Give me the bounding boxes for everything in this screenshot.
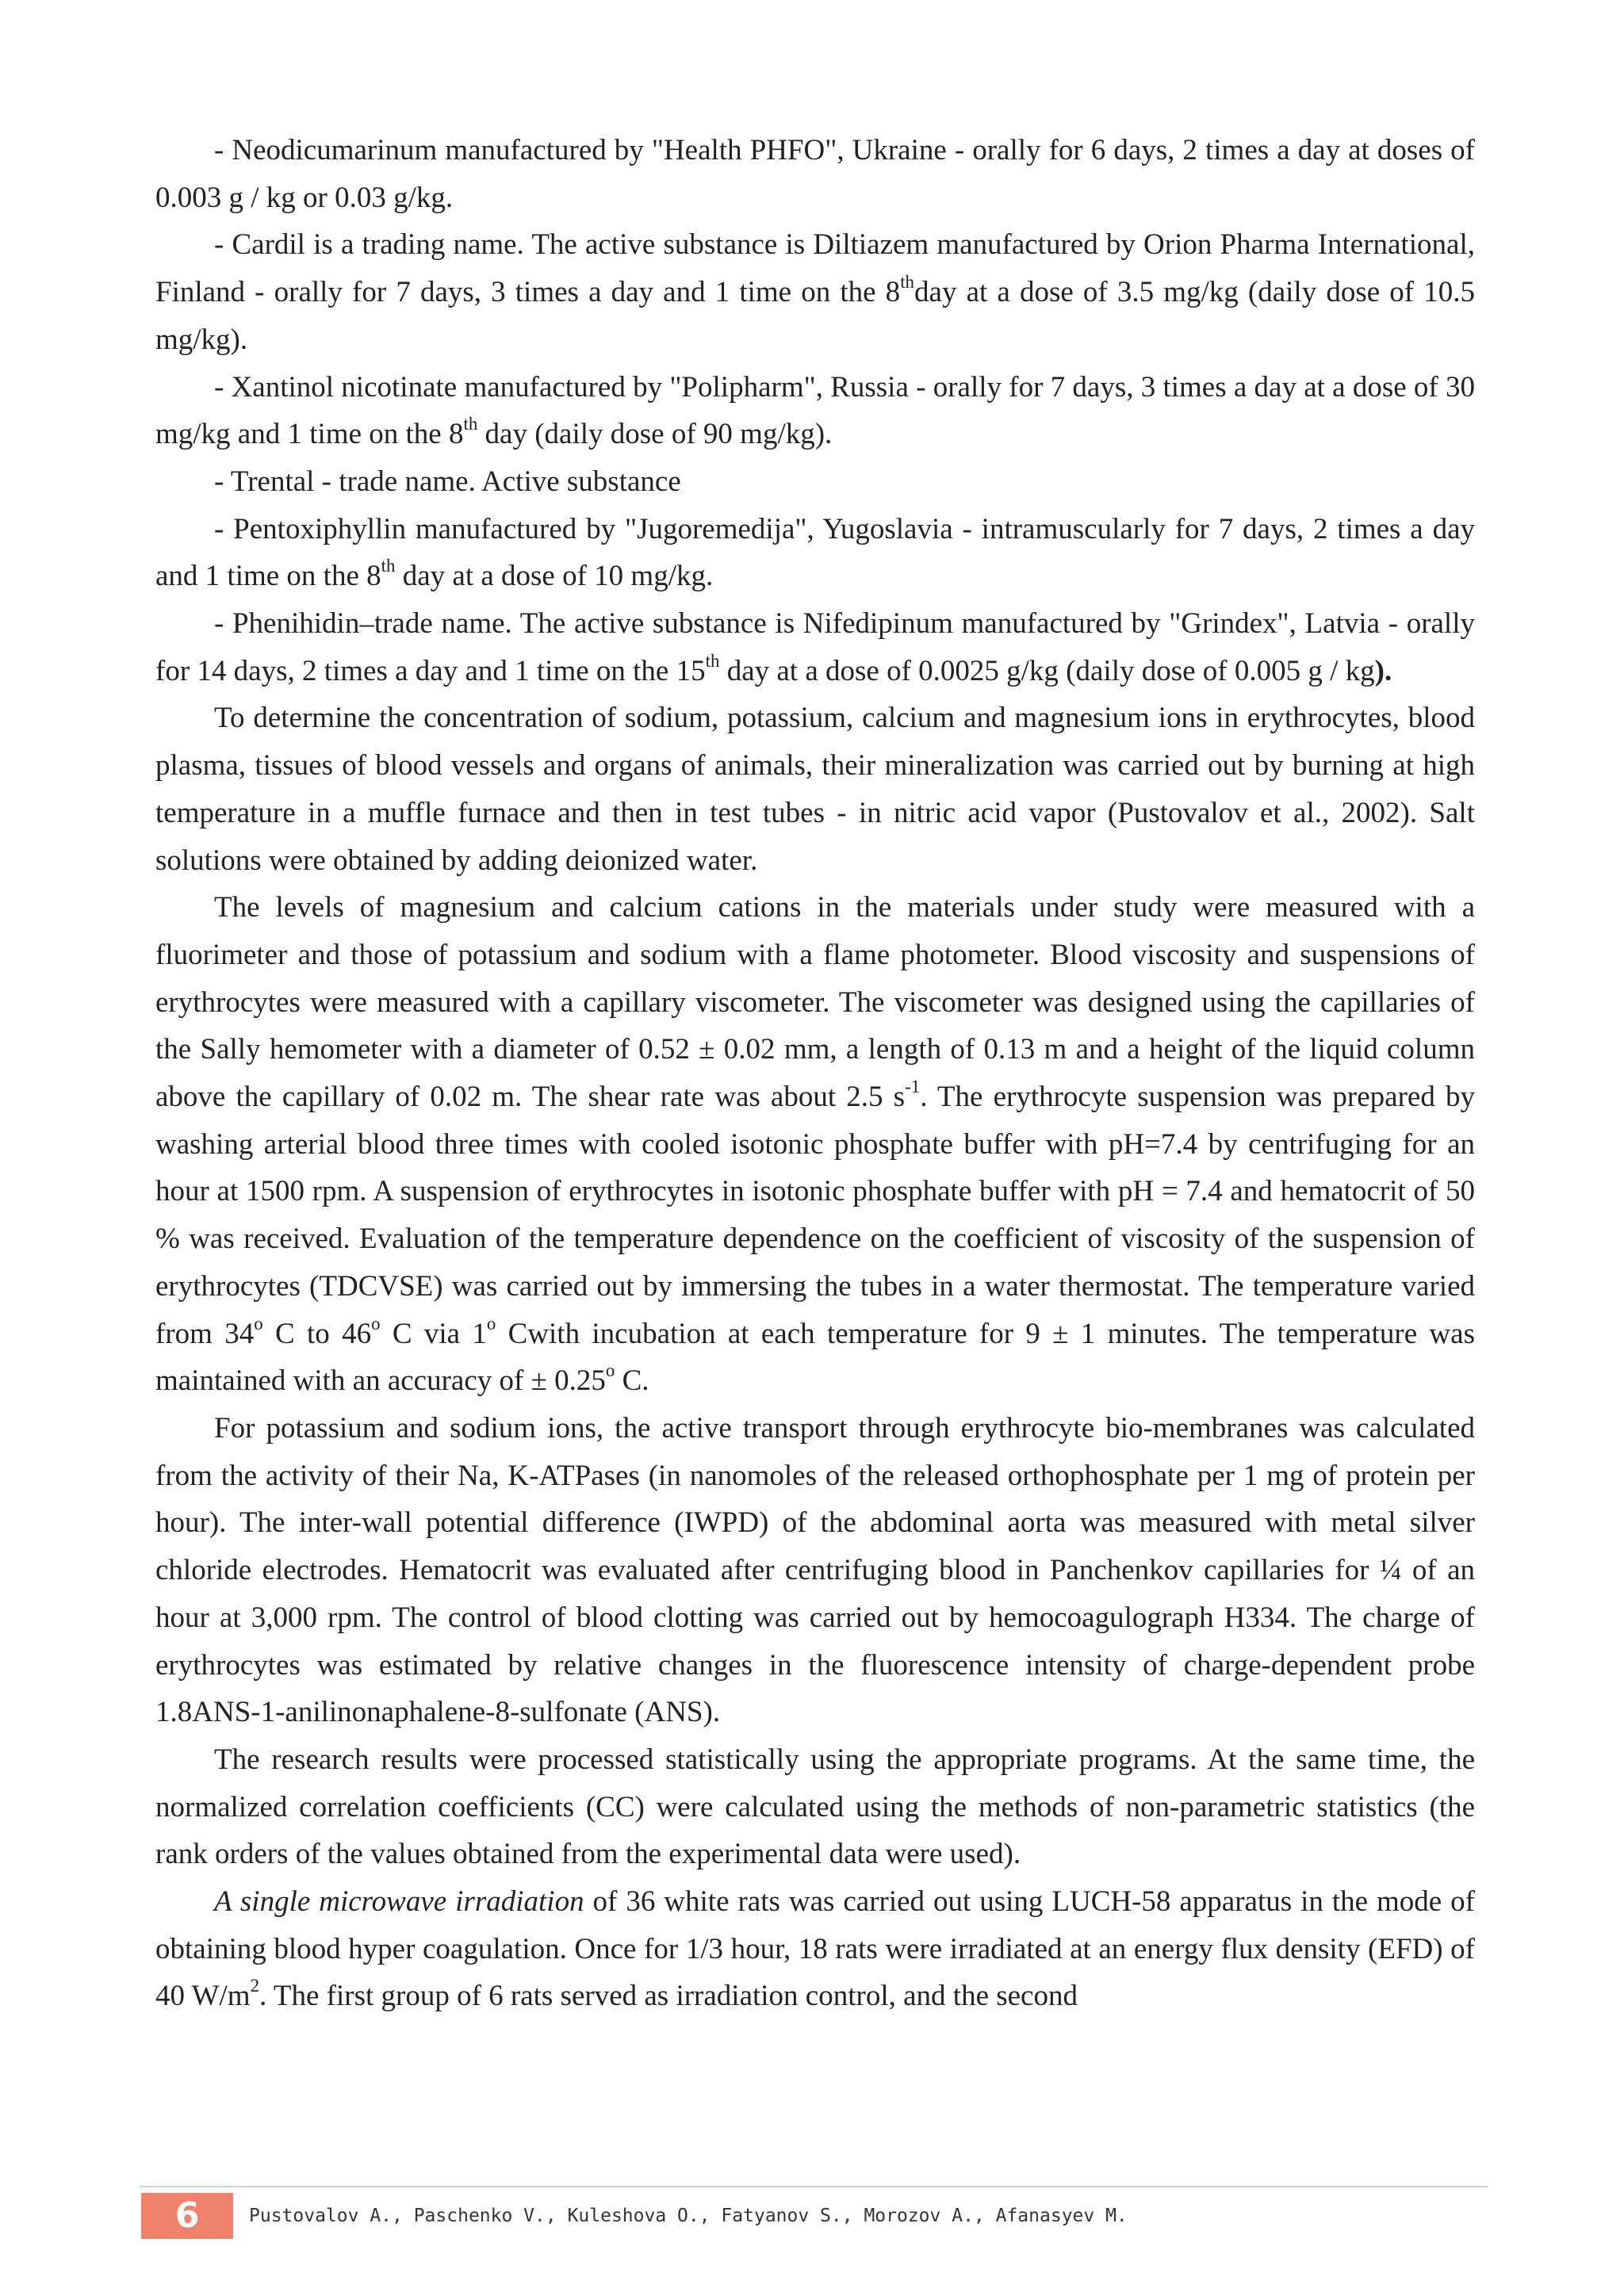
paragraph-statistics: The research results were processed statistically using the appropriate programs. At the same time, the normalized correlation coefficients (CC) were calculated using the methods of non-parametric statistics (the rank orders of the values obtained from the experimental data were used). <box>155 1743 1475 1871</box>
paragraph-cardil: - Cardil is a trading name. The active substance is Diltiazem manufactured by Orion Pharma International, Finland - orally for 7 days, 3 times a day and 1 time on the 8thday at a dose of 3.5 mg/kg (daily dose of 10.5 mg/kg). <box>155 228 1475 356</box>
superscript: o <box>486 1313 496 1334</box>
superscript: o <box>254 1313 263 1334</box>
superscript: -1 <box>905 1076 921 1096</box>
superscript: th <box>463 414 478 434</box>
superscript: o <box>371 1313 381 1334</box>
paragraph-viscometry-methods: The levels of magnesium and calcium cations in the materials under study were measured with a fluorimeter and those of potassium and sodium with a flame photometer. Blood viscosity and suspensions of erythrocytes were measured with a capillary viscometer. The viscometer was designed using the capillaries of the Sally hemometer with a diameter of 0.52 ± 0.02 mm, a length of 0.13 m and a height of the liquid column above the capillary of 0.02 m. The shear rate was about 2.5 $s^{-1}$. The erythrocyte suspension was prepared by washing arterial blood three times with cooled isotonic phosphate buffer with pH=7.4 by centrifuging for an hour at 1500 rpm. A suspension of erythrocytes in isotonic phosphate buffer with pH = 7.4 and hematocrit of 50 % was received. Evaluation of the temperature dependence on the coefficient of viscosity of the suspension of erythrocytes (TDCVSE) was carried out by immersing the tubes in a water thermostat. The temperature varied from 34$^o$ C to 46$^o$ C via 1$^o$ Cwith incubation at each temperature for 9 ± 1 minutes. The temperature was maintained with an accuracy of ± $0.25^o$ C. <box>155 891 1475 1398</box>
paragraph-trental: - Trental - trade name. Active substance <box>214 465 681 498</box>
paragraph-xantinol: - Xantinol nicotinate manufactured by "Polipharm", Russia - orally for 7 days, 3 times a day at a dose of 30 mg/kg and 1 time on the 8th day (daily dose of 90 mg/kg). <box>155 370 1475 451</box>
superscript: th <box>900 271 915 292</box>
paragraph-active-transport: For potassium and sodium ions, the active transport through erythrocyte bio-membranes was calculated from the activity of their Na, K-ATPases (in nanomoles of the released orthophosphate per 1 mg of protein per hour). The inter-wall potential difference (IWPD) of the abdominal aorta was measured with metal silver chloride electrodes. Hematocrit was evaluated after centrifuging blood in Panchenkov capillaries for ¼ of an hour at 3,000 rpm. The control of blood clotting was carried out by hemocoagulograph H334. The charge of erythrocytes was estimated by relative changes in the fluorescence intensity of charge-dependent probe 1.8ANS-1-anilinonaphalene-8-sulfonate (ANS). <box>155 1411 1475 1729</box>
article-body <box>155 127 1475 2020</box>
paragraph-ion-concentration: To determine the concentration of sodium, potassium, calcium and magnesium ions in erythrocytes, blood plasma, tissues of blood vessels and organs of animals, their mineralization was carried out by burning at high temperature in a muffle furnace and then in test tubes - in nitric acid vapor (Pustovalov et al., 2002). Salt solutions were obtained by adding deionized water. <box>155 702 1475 877</box>
superscript: 2 <box>250 1976 260 1996</box>
paragraph-microwave-irradiation: A single microwave irradiation of 36 white rats was carried out using LUCH-58 apparatus in the mode of obtaining blood hyper coagulation. Once for 1/3 hour, 18 rats were irradiated at an energy flux density (EFD) of 40 $W/m^2$. The first group of 6 rats served as irradiation control, and the second <box>155 1885 1476 2013</box>
page-number-badge: 6 <box>141 2193 233 2239</box>
paragraph-phenihidin: - Phenihidin–trade name. The active substance is Nifedipinum manufactured by "Grindex", Latvia - orally for 14 days, 2 times a day and 1 time on the 15th day at a dose of 0.0025 g/kg (daily dose of 0.005 g / kg). <box>155 607 1475 687</box>
superscript: th <box>381 556 396 576</box>
paragraph-pentoxiphyllin: - Pentoxiphyllin manufactured by "Jugoremedija", Yugoslavia - intramuscularly for 7 days, 2 times a day and 1 time on the 8th day at a dose of 10 mg/kg. <box>155 512 1475 593</box>
footer-divider <box>140 2186 1488 2187</box>
superscript: th <box>705 650 720 671</box>
superscript: o <box>605 1360 615 1381</box>
paragraph-neodicumarinum: - Neodicumarinum manufactured by "Health PHFO", Ukraine - orally for 6 days, 2 times a day at doses of 0.003 g / kg or 0.03 g/kg. <box>155 134 1475 214</box>
footer-authors: Pustovalov A., Paschenko V., Kuleshova O., Fatyanov S., Morozov A., Afanasyev M. <box>249 2206 1128 2226</box>
